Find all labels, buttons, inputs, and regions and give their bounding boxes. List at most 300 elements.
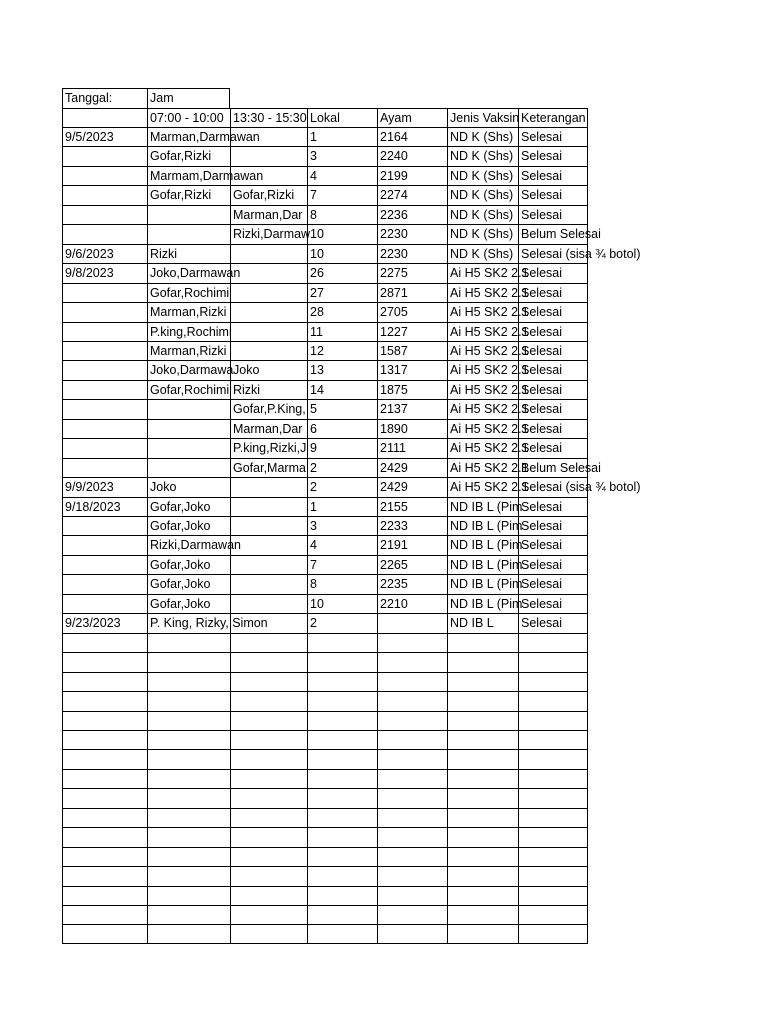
table-row — [0, 847, 768, 867]
cell-tanggal — [62, 166, 147, 186]
cell-lokal — [307, 905, 377, 925]
cell-shift2 — [230, 730, 307, 750]
cell-shift1: Gofar,Rochimi — [147, 380, 230, 400]
cell-jenis-vaksin: Ai H5 SK2 2.1 — [447, 322, 518, 342]
table-row — [0, 341, 768, 361]
cell-keterangan — [518, 808, 588, 828]
cell-tanggal — [62, 185, 147, 205]
cell-shift2 — [230, 244, 307, 264]
table-row — [0, 185, 768, 205]
cell-shift2 — [230, 574, 307, 594]
cell-jenis-vaksin: ND IB L (Pim — [447, 535, 518, 555]
cell-shift2: Rizki,Darmaw — [230, 224, 307, 244]
cell-shift2 — [230, 886, 307, 906]
cell-tanggal — [62, 360, 147, 380]
cell-lokal — [307, 866, 377, 886]
cell-jenis-vaksin: ND K (Shs) — [447, 185, 518, 205]
cell-jenis-vaksin — [447, 847, 518, 867]
cell-shift2 — [230, 672, 307, 692]
cell-jenis-vaksin — [447, 711, 518, 731]
cell-tanggal — [62, 711, 147, 731]
cell-lokal: 2 — [307, 458, 377, 478]
cell-shift1 — [147, 749, 230, 769]
cell-shift2: Gofar,Marma — [230, 458, 307, 478]
cell-tanggal — [62, 886, 147, 906]
cell-keterangan: Selesai — [518, 613, 588, 633]
cell-lokal: 9 — [307, 438, 377, 458]
cell-keterangan: Selesai — [518, 302, 588, 322]
cell-shift1 — [147, 419, 230, 439]
cell-jenis-vaksin — [447, 672, 518, 692]
cell-lokal: 27 — [307, 283, 377, 303]
table-row — [0, 574, 768, 594]
cell-tanggal — [62, 555, 147, 575]
cell-jenis-vaksin: Ai H5 SK2 2.1 — [447, 341, 518, 361]
cell-ayam: 1317 — [377, 360, 447, 380]
table-row — [0, 477, 768, 497]
cell-tanggal — [62, 924, 147, 944]
cell-jenis-vaksin: ND IB L (Pim — [447, 516, 518, 536]
cell-shift2 — [230, 516, 307, 536]
table-row — [0, 711, 768, 731]
table-row — [0, 691, 768, 711]
cell-ayam — [377, 749, 447, 769]
cell-shift2 — [230, 322, 307, 342]
cell-jenis-vaksin — [447, 924, 518, 944]
cell-ayam: 2265 — [377, 555, 447, 575]
cell-shift2 — [230, 769, 307, 789]
cell-shift1: Rizki,Darmawan — [147, 535, 230, 555]
cell-tanggal: 9/8/2023 — [62, 263, 147, 283]
cell-tanggal — [62, 691, 147, 711]
cell-jenis-vaksin: ND K (Shs) — [447, 127, 518, 147]
cell-tanggal — [62, 866, 147, 886]
table-row — [0, 360, 768, 380]
cell-ayam: 1875 — [377, 380, 447, 400]
cell-shift2 — [230, 749, 307, 769]
table-row — [0, 924, 768, 944]
cell-tanggal — [62, 535, 147, 555]
cell-keterangan — [518, 924, 588, 944]
cell-ayam: 2164 — [377, 127, 447, 147]
cell-ayam — [377, 788, 447, 808]
cell-keterangan — [518, 633, 588, 653]
cell-lokal — [307, 691, 377, 711]
cell-ayam: 2429 — [377, 477, 447, 497]
cell-ayam — [377, 730, 447, 750]
cell-lokal — [307, 886, 377, 906]
cell-keterangan — [518, 769, 588, 789]
cell-lokal: 1 — [307, 497, 377, 517]
cell-lokal — [307, 730, 377, 750]
table-row — [0, 399, 768, 419]
table-row — [0, 827, 768, 847]
table-row — [0, 244, 768, 264]
cell-shift1: Gofar,Joko — [147, 594, 230, 614]
cell-shift2: Joko — [230, 360, 307, 380]
cell-lokal: 10 — [307, 224, 377, 244]
cell-ayam: 2111 — [377, 438, 447, 458]
cell-jenis-vaksin: Ai H5 SK2 2.1 — [447, 302, 518, 322]
cell-jenis-vaksin: ND K (Shs) — [447, 224, 518, 244]
cell-shift2: Marman,Dar — [230, 205, 307, 225]
cell-tanggal: 9/5/2023 — [62, 127, 147, 147]
cell-keterangan: Belum Selesai — [518, 458, 588, 478]
table-row — [0, 808, 768, 828]
cell-keterangan — [518, 866, 588, 886]
cell-keterangan: Selesai (sisa ¾ botol) — [518, 477, 588, 497]
cell-keterangan: Selesai — [518, 127, 588, 147]
cell-shift1: Gofar,Rizki — [147, 185, 230, 205]
cell-ayam: 1227 — [377, 322, 447, 342]
cell-tanggal — [62, 808, 147, 828]
cell-shift2 — [230, 633, 307, 653]
cell-jenis-vaksin — [447, 905, 518, 925]
cell-shift2 — [230, 808, 307, 828]
cell-ayam: 2191 — [377, 535, 447, 555]
cell-lokal: 14 — [307, 380, 377, 400]
table-row — [0, 302, 768, 322]
cell-tanggal — [62, 847, 147, 867]
cell-keterangan — [518, 905, 588, 925]
cell-lokal: 8 — [307, 574, 377, 594]
table-row — [0, 146, 768, 166]
cell-shift2 — [230, 652, 307, 672]
cell-shift1: Joko — [147, 477, 230, 497]
cell-shift1: Gofar,Joko — [147, 555, 230, 575]
cell-jenis-vaksin: ND IB L (Pim — [447, 594, 518, 614]
cell-shift2 — [230, 341, 307, 361]
cell-shift1: Marman,Darmawan — [147, 127, 230, 147]
header-lokal: Lokal — [307, 108, 377, 128]
cell-tanggal — [62, 749, 147, 769]
cell-keterangan — [518, 827, 588, 847]
cell-tanggal — [62, 302, 147, 322]
cell-lokal — [307, 827, 377, 847]
cell-keterangan: Selesai — [518, 283, 588, 303]
cell-jenis-vaksin — [447, 769, 518, 789]
table-row — [0, 788, 768, 808]
cell-lokal: 10 — [307, 594, 377, 614]
cell-ayam: 2705 — [377, 302, 447, 322]
cell-jenis-vaksin: Ai H5 SK2 2.1 — [447, 419, 518, 439]
table-row — [0, 555, 768, 575]
cell-keterangan — [518, 886, 588, 906]
cell-shift2 — [230, 283, 307, 303]
cell-shift2 — [230, 146, 307, 166]
cell-ayam: 2235 — [377, 574, 447, 594]
cell-shift2 — [230, 847, 307, 867]
cell-jenis-vaksin — [447, 691, 518, 711]
cell-shift1 — [147, 730, 230, 750]
cell-ayam: 2199 — [377, 166, 447, 186]
cell-shift1: Gofar,Rochimi — [147, 283, 230, 303]
cell-keterangan: Selesai — [518, 516, 588, 536]
cell-tanggal — [62, 730, 147, 750]
cell-jenis-vaksin — [447, 633, 518, 653]
cell-lokal — [307, 633, 377, 653]
cell-lokal: 2 — [307, 477, 377, 497]
cell-tanggal — [62, 380, 147, 400]
cell-tanggal — [62, 322, 147, 342]
cell-lokal: 12 — [307, 341, 377, 361]
cell-shift1: Marmam,Darmawan — [147, 166, 230, 186]
cell-shift2 — [230, 924, 307, 944]
cell-shift1: Gofar,Joko — [147, 516, 230, 536]
cell-shift1 — [147, 808, 230, 828]
cell-tanggal — [62, 672, 147, 692]
cell-ayam: 2230 — [377, 244, 447, 264]
cell-shift1 — [147, 827, 230, 847]
cell-keterangan: Selesai — [518, 146, 588, 166]
cell-tanggal: 9/9/2023 — [62, 477, 147, 497]
cell-keterangan: Selesai — [518, 166, 588, 186]
cell-lokal: 7 — [307, 555, 377, 575]
cell-ayam: 2210 — [377, 594, 447, 614]
table-row — [0, 224, 768, 244]
cell-jenis-vaksin: ND K (Shs) — [447, 166, 518, 186]
cell-keterangan: Selesai — [518, 497, 588, 517]
cell-keterangan — [518, 730, 588, 750]
cell-tanggal — [62, 458, 147, 478]
cell-ayam — [377, 827, 447, 847]
cell-lokal: 3 — [307, 516, 377, 536]
cell-jenis-vaksin: Ai H5 SK2 2.1 — [447, 399, 518, 419]
cell-shift2 — [230, 866, 307, 886]
cell-keterangan — [518, 749, 588, 769]
cell-ayam: 2137 — [377, 399, 447, 419]
cell-lokal: 4 — [307, 166, 377, 186]
header-ayam: Ayam — [377, 108, 447, 128]
cell-lokal — [307, 808, 377, 828]
cell-jenis-vaksin: Ai H5 SK2 2.1 — [447, 263, 518, 283]
cell-shift1 — [147, 788, 230, 808]
cell-tanggal — [62, 769, 147, 789]
cell-lokal: 6 — [307, 419, 377, 439]
cell-lokal: 3 — [307, 146, 377, 166]
cell-shift2 — [230, 594, 307, 614]
cell-jenis-vaksin: Ai H5 SK2 2.1 — [447, 380, 518, 400]
cell-lokal: 11 — [307, 322, 377, 342]
cell-lokal: 5 — [307, 399, 377, 419]
cell-jenis-vaksin — [447, 827, 518, 847]
cell-jenis-vaksin: Ai H5 SK2 2.1 — [447, 438, 518, 458]
cell-ayam: 2274 — [377, 185, 447, 205]
cell-shift1: Joko,Darmawa — [147, 360, 230, 380]
cell-shift1 — [147, 847, 230, 867]
cell-keterangan: Selesai — [518, 555, 588, 575]
table-row — [0, 594, 768, 614]
cell-tanggal: 9/6/2023 — [62, 244, 147, 264]
cell-shift1: Joko,Darmawan — [147, 263, 230, 283]
table-row — [0, 535, 768, 555]
cell-tanggal — [62, 419, 147, 439]
cell-lokal — [307, 711, 377, 731]
cell-ayam — [377, 886, 447, 906]
cell-tanggal — [62, 594, 147, 614]
cell-shift2 — [230, 302, 307, 322]
cell-tanggal — [62, 224, 147, 244]
cell-lokal: 7 — [307, 185, 377, 205]
cell-jenis-vaksin — [447, 866, 518, 886]
cell-jenis-vaksin — [447, 886, 518, 906]
cell-jenis-vaksin: Ai H5 SK2 2.1 — [447, 360, 518, 380]
cell-tanggal — [62, 283, 147, 303]
cell-shift2 — [230, 827, 307, 847]
cell-shift1 — [147, 691, 230, 711]
cell-ayam: 1890 — [377, 419, 447, 439]
cell-keterangan — [518, 847, 588, 867]
cell-lokal — [307, 652, 377, 672]
cell-lokal — [307, 769, 377, 789]
cell-shift2 — [230, 497, 307, 517]
cell-lokal — [307, 924, 377, 944]
cell-ayam — [377, 808, 447, 828]
cell-jenis-vaksin: ND IB L (Pim — [447, 555, 518, 575]
cell-tanggal: 9/18/2023 — [62, 497, 147, 517]
cell-shift1 — [147, 458, 230, 478]
table-row — [0, 516, 768, 536]
cell-lokal: 8 — [307, 205, 377, 225]
cell-shift1 — [147, 633, 230, 653]
cell-shift2 — [230, 905, 307, 925]
header-tanggal: Tanggal: — [62, 88, 147, 108]
cell-shift2 — [230, 711, 307, 731]
cell-jenis-vaksin: Ai H5 SK2 2.1 — [447, 458, 518, 478]
cell-keterangan — [518, 788, 588, 808]
cell-lokal: 1 — [307, 127, 377, 147]
cell-shift1 — [147, 711, 230, 731]
header-keterangan: Keterangan — [518, 108, 588, 128]
cell-shift1 — [147, 672, 230, 692]
header-tanggal-blank — [62, 108, 147, 128]
cell-jenis-vaksin: ND K (Shs) — [447, 146, 518, 166]
cell-ayam — [377, 613, 447, 633]
table-row — [0, 633, 768, 653]
header-shift1: 07:00 - 10:00 — [147, 108, 230, 128]
table-row — [0, 749, 768, 769]
cell-jenis-vaksin: Ai H5 SK2 2.1 — [447, 283, 518, 303]
cell-shift2 — [230, 691, 307, 711]
cell-shift1: P.king,Rochimi — [147, 322, 230, 342]
cell-ayam: 1587 — [377, 341, 447, 361]
cell-tanggal — [62, 788, 147, 808]
cell-ayam: 2230 — [377, 224, 447, 244]
cell-tanggal — [62, 827, 147, 847]
table-row — [0, 438, 768, 458]
cell-shift1 — [147, 438, 230, 458]
table-row — [0, 322, 768, 342]
cell-lokal — [307, 788, 377, 808]
cell-shift1 — [147, 224, 230, 244]
table-row — [0, 497, 768, 517]
cell-jenis-vaksin: ND IB L (Pim — [447, 497, 518, 517]
cell-shift2: Rizki — [230, 380, 307, 400]
cell-shift1: Gofar,Rizki — [147, 146, 230, 166]
cell-lokal: 2 — [307, 613, 377, 633]
cell-keterangan — [518, 672, 588, 692]
cell-keterangan: Selesai (sisa ¾ botol) — [518, 244, 588, 264]
cell-shift1 — [147, 652, 230, 672]
cell-tanggal — [62, 438, 147, 458]
cell-ayam: 2429 — [377, 458, 447, 478]
header-jam: Jam — [147, 88, 230, 108]
cell-shift1 — [147, 769, 230, 789]
header-row-1 — [0, 88, 768, 108]
cell-jenis-vaksin — [447, 808, 518, 828]
cell-keterangan: Belum Selesai — [518, 224, 588, 244]
cell-shift1: P. King, Rizky, Simon — [147, 613, 230, 633]
header-shift2: 13:30 - 15:30 — [230, 108, 307, 128]
cell-jenis-vaksin — [447, 788, 518, 808]
cell-ayam — [377, 711, 447, 731]
cell-keterangan — [518, 652, 588, 672]
table-row — [0, 205, 768, 225]
cell-ayam: 2871 — [377, 283, 447, 303]
cell-tanggal — [62, 633, 147, 653]
cell-shift2: Gofar,Rizki — [230, 185, 307, 205]
cell-shift1 — [147, 399, 230, 419]
cell-shift2: Marman,Dar — [230, 419, 307, 439]
cell-keterangan: Selesai — [518, 399, 588, 419]
cell-jenis-vaksin — [447, 730, 518, 750]
cell-ayam — [377, 866, 447, 886]
cell-keterangan: Selesai — [518, 322, 588, 342]
cell-ayam — [377, 633, 447, 653]
table-row — [0, 166, 768, 186]
cell-keterangan: Selesai — [518, 360, 588, 380]
cell-tanggal — [62, 399, 147, 419]
cell-shift2: Gofar,P.King, — [230, 399, 307, 419]
cell-lokal: 28 — [307, 302, 377, 322]
cell-lokal: 4 — [307, 535, 377, 555]
cell-keterangan: Selesai — [518, 380, 588, 400]
cell-keterangan: Selesai — [518, 205, 588, 225]
table-row — [0, 652, 768, 672]
cell-tanggal — [62, 205, 147, 225]
cell-shift2 — [230, 535, 307, 555]
table-row — [0, 127, 768, 147]
cell-ayam — [377, 652, 447, 672]
table-row — [0, 458, 768, 478]
table-row — [0, 886, 768, 906]
cell-ayam — [377, 672, 447, 692]
cell-lokal: 13 — [307, 360, 377, 380]
cell-lokal — [307, 847, 377, 867]
cell-tanggal — [62, 516, 147, 536]
cell-ayam — [377, 905, 447, 925]
cell-ayam — [377, 691, 447, 711]
cell-jenis-vaksin: ND K (Shs) — [447, 244, 518, 264]
cell-ayam — [377, 847, 447, 867]
cell-shift1 — [147, 205, 230, 225]
cell-tanggal — [62, 905, 147, 925]
cell-lokal — [307, 672, 377, 692]
cell-shift1: Gofar,Joko — [147, 497, 230, 517]
cell-keterangan: Selesai — [518, 263, 588, 283]
cell-jenis-vaksin — [447, 749, 518, 769]
cell-shift2: P.king,Rizki,J — [230, 438, 307, 458]
cell-tanggal — [62, 341, 147, 361]
cell-keterangan: Selesai — [518, 341, 588, 361]
cell-jenis-vaksin — [447, 652, 518, 672]
cell-shift1: Gofar,Joko — [147, 574, 230, 594]
cell-ayam: 2240 — [377, 146, 447, 166]
cell-jenis-vaksin: ND IB L (Pim — [447, 574, 518, 594]
header-jenis-vaksin: Jenis Vaksin — [447, 108, 518, 128]
table-row — [0, 769, 768, 789]
table-row — [0, 905, 768, 925]
